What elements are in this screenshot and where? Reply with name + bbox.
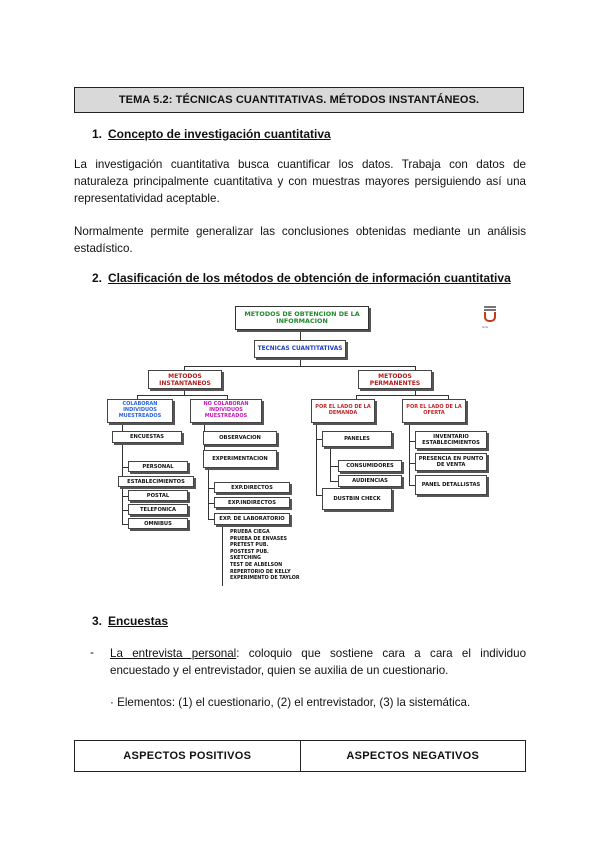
- dustbin-node: DUSTBIN CHECK: [322, 488, 392, 510]
- observacion-node: OBSERVACION: [203, 431, 277, 445]
- root-node: METODOS DE OBTENCION DE LA INFORMACION: [235, 306, 369, 330]
- encuesta-item: TELEFONICA: [128, 504, 188, 515]
- experimentacion-node: EXPERIMENTACION: [203, 450, 277, 468]
- section-heading-3: 3. Encuestas: [92, 614, 169, 628]
- instantaneos-node: METODOS INSTANTANEOS: [148, 370, 222, 389]
- paneles-node: PANELES: [322, 431, 392, 447]
- section-heading-2: 2. Clasificación de los métodos de obtención de información cuantitativa: [92, 271, 511, 285]
- paragraph-generalize: Normalmente permite generalizar las conclusiones obtenidas mediante un análisis estadístico.: [74, 225, 526, 255]
- experiment-item: EXP.DIRECTOS: [214, 482, 290, 493]
- aspects-positive-header: ASPECTOS POSITIVOS: [75, 741, 301, 772]
- oferta-item: INVENTARIO ESTABLECIMIENTOS: [415, 431, 487, 449]
- oferta-item: PRESENCIA EN PUNTO DE VENTA: [415, 453, 487, 471]
- page-title: TEMA 5.2: TÉCNICAS CUANTITATIVAS. MÉTODOS INSTANTÁNEOS.: [74, 87, 524, 113]
- no-colaboran-node: NO COLABORAN INDIVIDUOS MUESTREADOS: [190, 399, 262, 423]
- tecnicas-node: TECNICAS CUANTITATIVAS: [254, 340, 346, 358]
- paneles-item: AUDIENCIAS: [338, 475, 402, 487]
- paneles-item: CONSUMIDORES: [338, 460, 402, 472]
- encuestas-node: ENCUESTAS: [112, 431, 182, 443]
- paragraph-concept: La investigación cuantitativa busca cuantificar los datos. Trabaja con datos de naturaleza principalmente cuantitativa y con muestras mayores persiguiendo así una representatividad aceptable.: [74, 158, 526, 205]
- lab-tests-list: PRUEBA CIEGA PRUEBA DE ENVASES PRETEST PUB. POSTEST PUB. SKETCHING TEST DE ALBELSON REPERTORIO DE KELLY EXPERIMENTO DE TAYLOR: [230, 530, 300, 582]
- classification-diagram: [104, 300, 504, 596]
- oferta-item: PANEL DETALLISTAS: [415, 475, 487, 495]
- oferta-node: POR EL LADO DE LA OFERTA: [402, 399, 466, 423]
- demanda-node: POR EL LADO DE LA DEMANDA: [311, 399, 375, 423]
- permanentes-node: METODOS PERMANENTES: [358, 370, 432, 389]
- aspects-negative-header: ASPECTOS NEGATIVOS: [300, 741, 526, 772]
- experiment-item: EXP.INDIRECTOS: [214, 497, 290, 508]
- encuesta-item: POSTAL: [128, 490, 188, 501]
- elementos-line: · Elementos: (1) el cuestionario, (2) el entrevistador, (3) la sistemática.: [110, 696, 471, 709]
- encuesta-item: PERSONAL: [128, 461, 188, 472]
- entrevista-personal-definition: La entrevista personal: coloquio que sostiene cara a cara el individuo encuestado y el entrevistador, quien se auxilia de un cuestionario.: [110, 647, 527, 677]
- aspects-table: [74, 740, 526, 772]
- colaboran-node: COLABORAN INDIVIDUOS MUESTREADOS: [107, 399, 173, 423]
- encuesta-item: ESTABLECIMIENTOS: [118, 476, 194, 487]
- experiment-item: EXP. DE LABORATORIO: [214, 513, 290, 525]
- encuesta-item: OMNIBUS: [128, 518, 188, 529]
- university-logo: Univ: [480, 304, 502, 344]
- bullet-dash: -: [90, 645, 94, 659]
- section-heading-1: 1. Concepto de investigación cuantitativa: [92, 127, 331, 141]
